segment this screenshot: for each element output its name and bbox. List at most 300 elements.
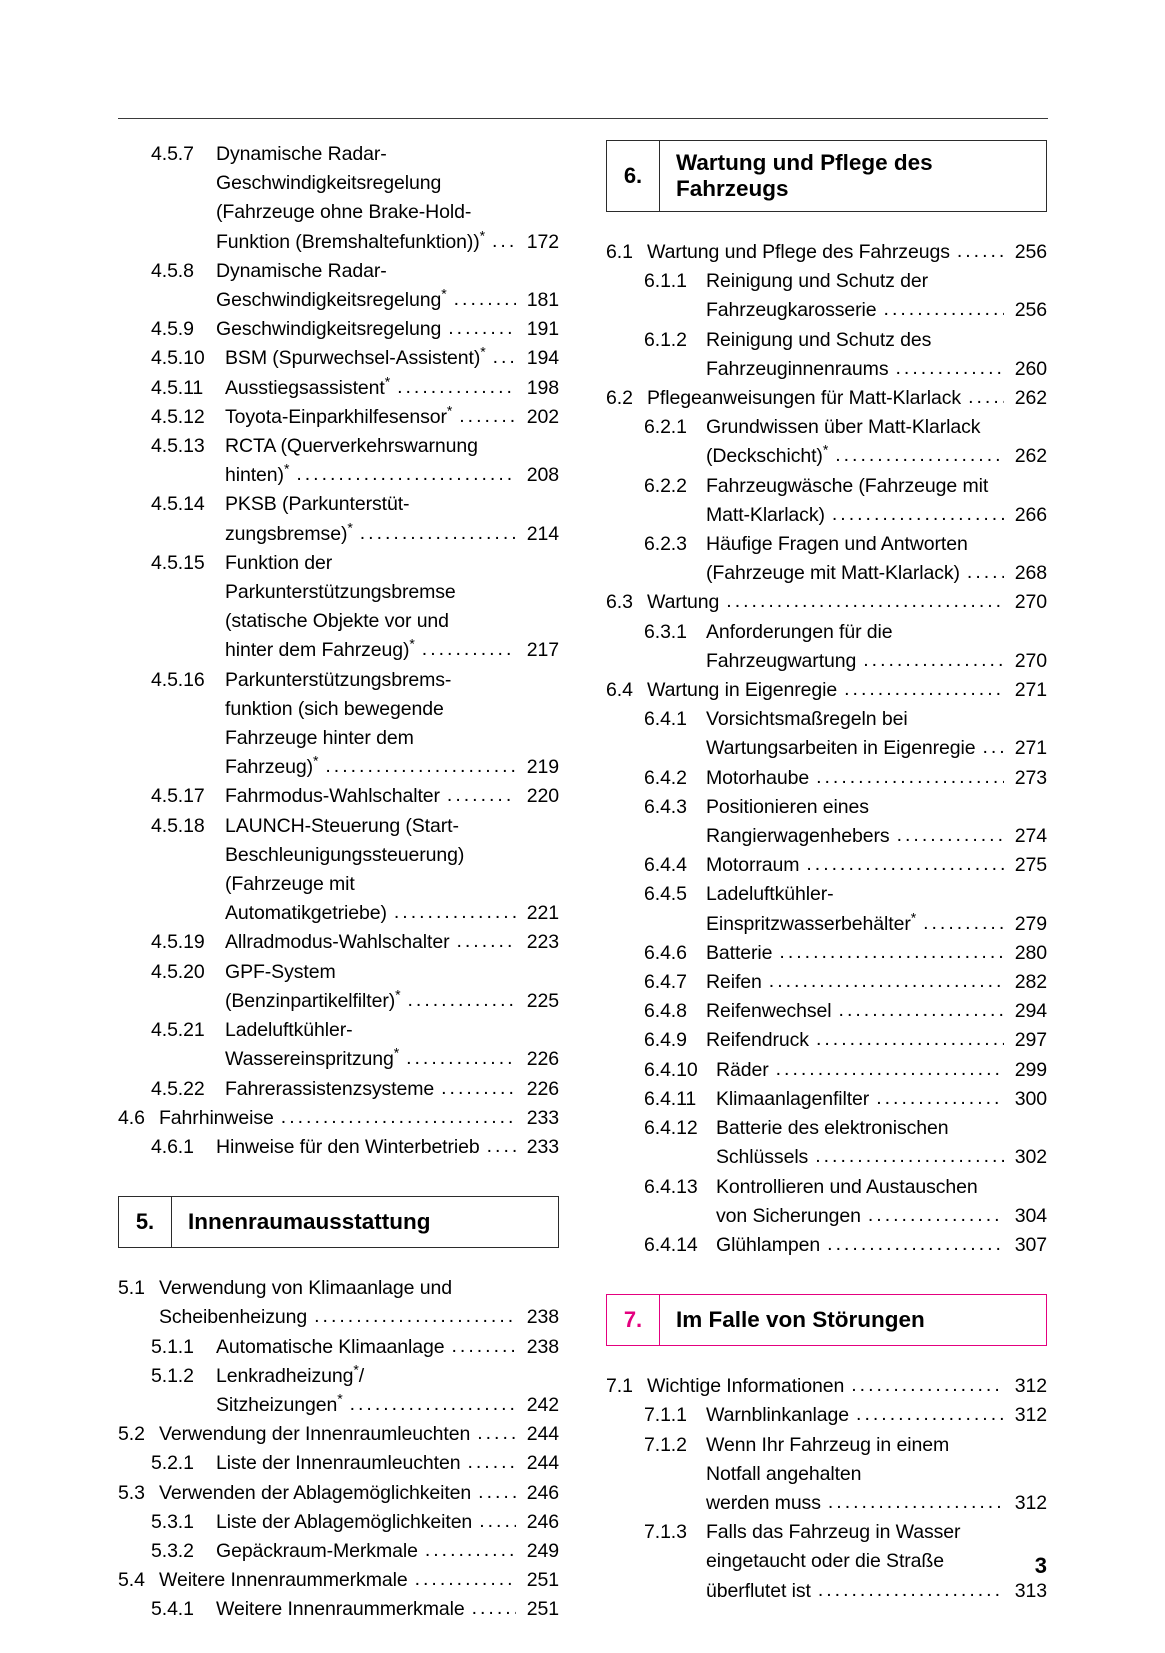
toc-entry-line — [706, 997, 1047, 1026]
toc-entry-line — [225, 841, 559, 870]
toc-entry[interactable] — [118, 1104, 559, 1133]
dot-leader — [828, 1488, 1004, 1517]
dot-leader — [806, 850, 1004, 879]
toc-entry-number: 4.5.7 — [151, 143, 194, 165]
toc-entry-title: Verwendung der Innenraumleuchten — [159, 1423, 471, 1446]
toc-page-number: 282 — [1014, 971, 1047, 994]
dot-leader — [827, 1230, 1004, 1259]
toc-entry-title: Funktion der — [225, 551, 333, 574]
toc-entry-line — [706, 1401, 1047, 1430]
asterisk-marker: * — [480, 343, 486, 360]
toc-page-number: 251 — [526, 1598, 559, 1621]
toc-entry[interactable] — [644, 618, 1047, 676]
dot-leader — [296, 460, 516, 489]
toc-entry-line — [225, 490, 559, 519]
toc-entry-body — [216, 140, 559, 257]
chapter-spacer — [118, 1248, 559, 1274]
toc-entry[interactable] — [644, 1431, 1047, 1519]
toc-entry-line — [716, 1231, 1047, 1260]
toc-entry-body — [225, 374, 559, 403]
toc-entry-number: 6.4.6 — [644, 941, 687, 964]
toc-entry-title: Batterie — [706, 941, 773, 964]
toc-entry-title: Fahrerassistenzsysteme — [225, 1077, 435, 1100]
toc-entry-title: Reifendruck — [706, 1029, 809, 1052]
toc-entry-line — [216, 286, 559, 315]
toc-entry-title: Wichtige Informationen — [647, 1375, 845, 1398]
toc-entry-body — [706, 530, 1047, 588]
dot-leader — [425, 1536, 516, 1565]
dot-leader — [478, 1478, 516, 1507]
toc-entry-line — [647, 1372, 1047, 1401]
toc-entry-title: Automatische Klimaanlage — [216, 1335, 445, 1358]
toc-entry-title: Dynamische Radar- — [216, 143, 387, 165]
toc-entry-title: werden muss — [706, 1491, 821, 1514]
toc-entry[interactable] — [644, 267, 1047, 325]
chapter-number: 5. — [119, 1197, 172, 1247]
toc-page-number: 271 — [1014, 737, 1047, 760]
toc-entry[interactable] — [151, 666, 559, 783]
toc-entry[interactable] — [151, 374, 559, 403]
toc-entry-title: Sitzheizungen* — [216, 1390, 343, 1416]
chapter-number: 6. — [607, 141, 660, 211]
toc-entry[interactable] — [606, 676, 1047, 705]
toc-entry-title: Motorhaube — [706, 766, 810, 789]
toc-entry-body — [225, 490, 559, 548]
toc-right-column — [606, 140, 1047, 1625]
header-rule — [118, 118, 1048, 119]
toc-entry[interactable] — [118, 1479, 559, 1508]
toc-entry[interactable] — [644, 1026, 1047, 1055]
asterisk-marker: * — [384, 373, 391, 390]
toc-entry-line — [706, 822, 1047, 851]
toc-entry-title: (Benzinpartikelfilter)* — [225, 986, 401, 1012]
toc-entry-title: GPF-System — [225, 960, 336, 983]
toc-entry[interactable] — [118, 1274, 559, 1332]
toc-page-number: 238 — [526, 1335, 559, 1358]
dot-leader — [415, 1565, 516, 1594]
toc-entry-body — [159, 1104, 559, 1133]
toc-entry-number: 6.4.5 — [644, 883, 687, 906]
toc-page-number: 274 — [1014, 825, 1047, 848]
toc-entry[interactable] — [151, 403, 559, 432]
toc-entry[interactable] — [644, 530, 1047, 588]
dot-leader — [454, 285, 516, 314]
toc-entry[interactable] — [644, 997, 1047, 1026]
toc-entry-title: Weitere Innenraummerkmale — [159, 1569, 408, 1592]
toc-page-number: 313 — [1014, 1579, 1047, 1602]
toc-entry-number: 6.1 — [606, 241, 633, 263]
toc-entry-title: Fahrzeuge hinter dem — [225, 727, 414, 750]
toc-entry[interactable] — [151, 1508, 559, 1537]
toc-entry-title: Wenn Ihr Fahrzeug in einem — [706, 1433, 950, 1456]
toc-entry-line — [159, 1303, 559, 1332]
toc-entry[interactable] — [151, 1449, 559, 1478]
toc-entry-title: Geschwindigkeitsregelung — [216, 172, 442, 195]
toc-entry-number: 5.1 — [118, 1277, 145, 1300]
toc-entry-line — [225, 1075, 559, 1104]
toc-entry[interactable] — [644, 1518, 1047, 1606]
toc-entry-line — [216, 198, 559, 227]
toc-entry-line — [706, 764, 1047, 793]
toc-entry-body — [716, 1173, 1047, 1231]
chapter-title: Innenraumausstattung — [188, 1209, 431, 1235]
toc-page-number: 312 — [1014, 1491, 1047, 1514]
toc-page-number: 238 — [526, 1306, 559, 1329]
toc-entry-title: (statische Objekte vor und — [225, 610, 449, 633]
toc-entry[interactable] — [644, 1173, 1047, 1231]
dot-leader — [447, 781, 516, 810]
toc-entry[interactable] — [151, 549, 559, 666]
toc-entry-number: 4.6 — [118, 1106, 145, 1129]
toc-page-number: 249 — [526, 1539, 559, 1562]
toc-entry-title: Fahrzeugwäsche (Fahrzeuge mit — [706, 474, 989, 497]
toc-entry-number: 6.4 — [606, 679, 633, 702]
dot-leader — [726, 587, 1004, 616]
chapter-header-5[interactable] — [118, 1196, 559, 1248]
toc-entry-line — [706, 705, 1047, 734]
toc-entry-line — [225, 928, 559, 957]
toc-entry-line — [225, 549, 559, 578]
toc-entry-line — [216, 140, 559, 169]
toc-entry-title: Reifenwechsel — [706, 1000, 832, 1023]
toc-entry-line — [706, 910, 1047, 939]
toc-entry-number: 7.1.2 — [644, 1433, 687, 1456]
dot-leader — [448, 314, 516, 343]
asterisk-marker: * — [441, 285, 447, 302]
toc-page-number: 246 — [526, 1481, 559, 1504]
toc-entry-number: 6.4.8 — [644, 1000, 687, 1023]
toc-page-number: 246 — [526, 1510, 559, 1533]
toc-entry-number: 6.4.1 — [644, 708, 687, 731]
toc-entry-title: funktion (sich bewegende — [225, 697, 444, 720]
toc-entry-body — [706, 618, 1047, 676]
toc-entry[interactable] — [644, 413, 1047, 471]
toc-entry-line — [225, 607, 559, 636]
toc-entry-line — [647, 384, 1047, 413]
toc-entry-number: 4.5.9 — [151, 318, 194, 341]
toc-entry-title: von Sicherungen — [716, 1204, 861, 1227]
toc-entry-number: 7.1.3 — [644, 1521, 687, 1544]
toc-entry-line — [225, 374, 559, 403]
toc-section-7-entries — [606, 1372, 1047, 1606]
toc-entry-body — [159, 1479, 559, 1508]
toc-entry-title: eingetaucht oder die Straße — [706, 1550, 944, 1573]
toc-entry-title: Gepäckraum-Merkmale — [216, 1539, 418, 1562]
toc-entry-line — [706, 1431, 1047, 1460]
chapter-title: Im Falle von Störungen — [676, 1307, 925, 1333]
toc-entry[interactable] — [644, 326, 1047, 384]
dot-leader — [818, 1576, 1004, 1605]
toc-entry-number: 6.4.13 — [644, 1175, 698, 1198]
toc-page-number: 181 — [526, 289, 559, 312]
toc-entry-number: 6.1.1 — [644, 270, 687, 293]
dot-leader — [884, 295, 1004, 324]
toc-entry[interactable] — [606, 588, 1047, 617]
chapter-number: 7. — [607, 1295, 660, 1345]
toc-entry[interactable] — [151, 812, 559, 929]
toc-entry[interactable] — [644, 1231, 1047, 1260]
toc-page-number: 217 — [526, 639, 559, 662]
toc-entry-title: Beschleunigungssteuerung) — [225, 843, 465, 866]
asterisk-marker: * — [822, 441, 829, 458]
asterisk-marker: * — [283, 460, 290, 477]
toc-entry[interactable] — [151, 1016, 559, 1074]
toc-entry-body — [225, 549, 559, 666]
toc-entry-line — [706, 530, 1047, 559]
dot-leader — [408, 986, 517, 1015]
toc-entry-line — [716, 1202, 1047, 1231]
toc-entry-line — [225, 666, 559, 695]
toc-entry-title: Dynamische Radar- — [216, 259, 387, 282]
toc-entry-body — [706, 413, 1047, 471]
toc-entry-line — [225, 870, 559, 899]
toc-entry-line — [225, 812, 559, 841]
toc-entry-line — [706, 559, 1047, 588]
toc-entry[interactable] — [644, 764, 1047, 793]
asterisk-marker: * — [353, 1361, 359, 1378]
toc-entry-line — [225, 724, 559, 753]
toc-page-number: 273 — [1014, 766, 1047, 789]
toc-entry-title: (Deckschicht)* — [706, 441, 829, 468]
toc-entry-title: Matt-Klarlack) — [706, 503, 825, 526]
toc-entry[interactable] — [151, 1537, 559, 1566]
toc-entry-title: Toyota-Einparkhilfesensor* — [225, 402, 453, 428]
chapter-spacer — [606, 1346, 1047, 1372]
toc-entry-number: 4.5.13 — [151, 435, 205, 458]
toc-entry-title: zungsbremse)* — [225, 519, 353, 545]
asterisk-marker: * — [312, 752, 319, 769]
toc-entry[interactable] — [606, 384, 1047, 413]
toc-entry-line — [716, 1056, 1047, 1085]
toc-entry-title: Vorsichtsmaßregeln bei — [706, 708, 908, 731]
toc-entry[interactable] — [644, 968, 1047, 997]
toc-entry-body — [647, 238, 1047, 267]
toc-entry-line — [225, 461, 559, 490]
toc-entry-line — [225, 578, 559, 607]
toc-entry[interactable] — [151, 1333, 559, 1362]
toc-entry-line — [706, 793, 1047, 822]
toc-entry-number: 4.5.19 — [151, 931, 205, 954]
asterisk-marker: * — [337, 1390, 343, 1407]
toc-entry-line — [225, 344, 559, 373]
toc-entry-line — [225, 695, 559, 724]
toc-entry-number: 4.5.10 — [151, 347, 205, 370]
toc-entry-title: Reifen — [706, 971, 762, 994]
toc-entry-line — [225, 782, 559, 811]
toc-page-number: 251 — [526, 1569, 559, 1592]
toc-entry-title: Ladeluftkühler- — [706, 883, 834, 906]
toc-entry-line — [216, 1133, 559, 1162]
toc-entry-number: 6.2.1 — [644, 416, 687, 439]
dot-leader — [839, 996, 1004, 1025]
toc-entry-number: 6.4.14 — [644, 1233, 698, 1256]
toc-entry-body — [225, 958, 559, 1016]
toc-entry-title: Wartung und Pflege des Fahrzeugs — [647, 241, 950, 263]
toc-entry-line — [716, 1143, 1047, 1172]
toc-entry-number: 4.5.22 — [151, 1077, 205, 1100]
toc-entry-number: 5.1.2 — [151, 1364, 194, 1387]
toc-entry-title: Notfall angehalten — [706, 1462, 862, 1485]
toc-entry-line — [706, 851, 1047, 880]
toc-entry-body — [716, 1085, 1047, 1114]
page-number: 3 — [1034, 1553, 1047, 1578]
toc-entry-body — [706, 1401, 1047, 1430]
toc-entry-body — [706, 1026, 1047, 1055]
toc-entry[interactable] — [644, 472, 1047, 530]
toc-left-column — [118, 140, 559, 1625]
toc-entry[interactable] — [644, 793, 1047, 851]
toc-entry-body — [706, 705, 1047, 763]
toc-entry[interactable] — [644, 1085, 1047, 1114]
toc-entry[interactable] — [151, 315, 559, 344]
toc-entry[interactable] — [644, 1401, 1047, 1430]
toc-entry[interactable] — [151, 140, 559, 257]
dot-leader — [360, 519, 516, 548]
toc-entry[interactable] — [151, 782, 559, 811]
toc-entry-title: Einspritzwasserbehälter* — [706, 909, 917, 935]
toc-entry-title: Hinweise für den Winterbetrieb — [216, 1135, 480, 1158]
toc-entry-body — [225, 432, 559, 490]
toc-page-number: 312 — [1014, 1404, 1047, 1427]
toc-entry-title: Fahrzeuginnenraums — [706, 357, 889, 380]
toc-entry[interactable] — [644, 939, 1047, 968]
toc-entry[interactable] — [118, 1566, 559, 1595]
dot-leader — [325, 752, 516, 781]
toc-entry-line — [216, 1537, 559, 1566]
toc-entry-line — [216, 1362, 559, 1391]
toc-entry-number: 6.4.12 — [644, 1117, 698, 1140]
toc-entry-body — [706, 939, 1047, 968]
toc-entry[interactable] — [151, 344, 559, 373]
toc-entry-line — [706, 267, 1047, 296]
dot-leader — [769, 967, 1004, 996]
toc-entry-line — [225, 636, 559, 665]
toc-page-number: 262 — [1014, 445, 1047, 468]
toc-entry-body — [216, 1537, 559, 1566]
toc-entry[interactable] — [118, 1420, 559, 1449]
toc-entry-number: 4.5.20 — [151, 960, 205, 983]
toc-entry-title: Klimaanlagenfilter — [716, 1087, 870, 1110]
toc-entry-number: 4.5.14 — [151, 493, 205, 516]
dot-leader — [779, 938, 1004, 967]
toc-entry[interactable] — [151, 432, 559, 490]
toc-entry-title: Pflegeanweisungen für Matt-Klarlack — [647, 387, 962, 410]
toc-entry[interactable] — [151, 1595, 559, 1624]
toc-entry-title: Geschwindigkeitsregelung — [216, 318, 442, 341]
toc-entry[interactable] — [151, 1362, 559, 1420]
toc-entry-number: 4.5.16 — [151, 668, 205, 691]
chapter-spacer — [606, 1260, 1047, 1294]
toc-entry-line — [706, 618, 1047, 647]
dot-leader — [957, 237, 1004, 266]
toc-entry-line — [216, 1508, 559, 1537]
toc-entry-title: BSM (Spurwechsel-Assistent)* — [225, 343, 486, 370]
toc-entry[interactable] — [644, 1114, 1047, 1172]
toc-entry-title: Verwendung von Klimaanlage und — [159, 1277, 452, 1300]
toc-page-number: 214 — [526, 522, 559, 545]
chapter-header-7[interactable] — [606, 1294, 1047, 1346]
toc-entry[interactable] — [151, 958, 559, 1016]
dot-leader — [281, 1103, 516, 1132]
toc-entry-line — [159, 1274, 559, 1303]
toc-entry-body — [225, 1016, 559, 1074]
toc-entry-line — [225, 1016, 559, 1045]
toc-entry-line — [216, 315, 559, 344]
toc-page-number: 226 — [526, 1048, 559, 1071]
toc-entry-title: Parkunterstützungsbremse — [225, 581, 456, 604]
toc-entry[interactable] — [151, 1133, 559, 1162]
toc-entry-line — [216, 1449, 559, 1478]
asterisk-marker: * — [479, 227, 485, 244]
toc-entry-title: LAUNCH-Steuerung (Start- — [225, 814, 459, 837]
toc-entry-title: Ausstiegsassistent* — [225, 373, 391, 399]
toc-entry[interactable] — [644, 851, 1047, 880]
toc-page-number: 244 — [526, 1423, 559, 1446]
toc-entry-title: Warnblinkanlage — [706, 1404, 850, 1427]
toc-entry[interactable] — [606, 1372, 1047, 1401]
dot-leader — [967, 558, 1004, 587]
toc-entry-line — [225, 520, 559, 549]
toc-entry-title: Fahrmodus-Wahlschalter — [225, 785, 440, 808]
toc-entry-number: 4.5.17 — [151, 785, 205, 808]
toc-entry-title: PKSB (Parkunterstüt- — [225, 493, 410, 516]
toc-entry-title: Häufige Fragen und Antworten — [706, 533, 968, 556]
toc-page-number: 223 — [526, 931, 559, 954]
toc-entry[interactable] — [151, 1075, 559, 1104]
toc-entry-body — [706, 1431, 1047, 1519]
dot-leader — [851, 1371, 1004, 1400]
toc-entry[interactable] — [151, 928, 559, 957]
toc-entry-body — [706, 793, 1047, 851]
toc-entry-line — [647, 676, 1047, 705]
toc-entry-line — [706, 1577, 1047, 1606]
toc-entry-title: hinten)* — [225, 460, 290, 487]
toc-entry[interactable] — [644, 705, 1047, 763]
toc-entry-title: Weitere Innenraummerkmale — [216, 1598, 465, 1621]
toc-entry-number: 7.1.1 — [644, 1404, 687, 1427]
toc-page-number: 220 — [526, 785, 559, 808]
toc-page-number: 304 — [1014, 1204, 1047, 1227]
toc-entry[interactable] — [644, 1056, 1047, 1085]
chapter-header-6[interactable] — [606, 140, 1047, 212]
toc-entry[interactable] — [644, 880, 1047, 938]
dot-leader — [451, 1332, 516, 1361]
toc-entry-line — [159, 1420, 559, 1449]
toc-entry-title: Lenkradheizung*/ — [216, 1361, 365, 1387]
toc-entry-body — [216, 1508, 559, 1537]
toc-entry-title: Reinigung und Schutz des — [706, 328, 932, 351]
toc-entry[interactable] — [606, 238, 1047, 267]
toc-page-number: 172 — [526, 230, 559, 253]
toc-entry-body — [216, 1133, 559, 1162]
dot-leader — [456, 927, 516, 956]
toc-page-number: 300 — [1014, 1087, 1047, 1110]
toc-entry-title: Anforderungen für die — [706, 620, 893, 643]
toc-entry-title: Motorraum — [706, 854, 800, 877]
toc-entry[interactable] — [151, 490, 559, 548]
toc-entry-body — [225, 928, 559, 957]
toc-page-number: 297 — [1014, 1029, 1047, 1052]
toc-entry-title: Fahrzeug)* — [225, 752, 319, 779]
toc-entry-line — [716, 1173, 1047, 1202]
toc-entry-body — [706, 472, 1047, 530]
toc-entry-title: Reinigung und Schutz der — [706, 270, 929, 293]
toc-entry-title: Liste der Ablagemöglichkeiten — [216, 1510, 473, 1533]
toc-entry-line — [706, 355, 1047, 384]
toc-entry[interactable] — [151, 257, 559, 315]
toc-page-number: 225 — [526, 989, 559, 1012]
dot-leader — [868, 1201, 1004, 1230]
